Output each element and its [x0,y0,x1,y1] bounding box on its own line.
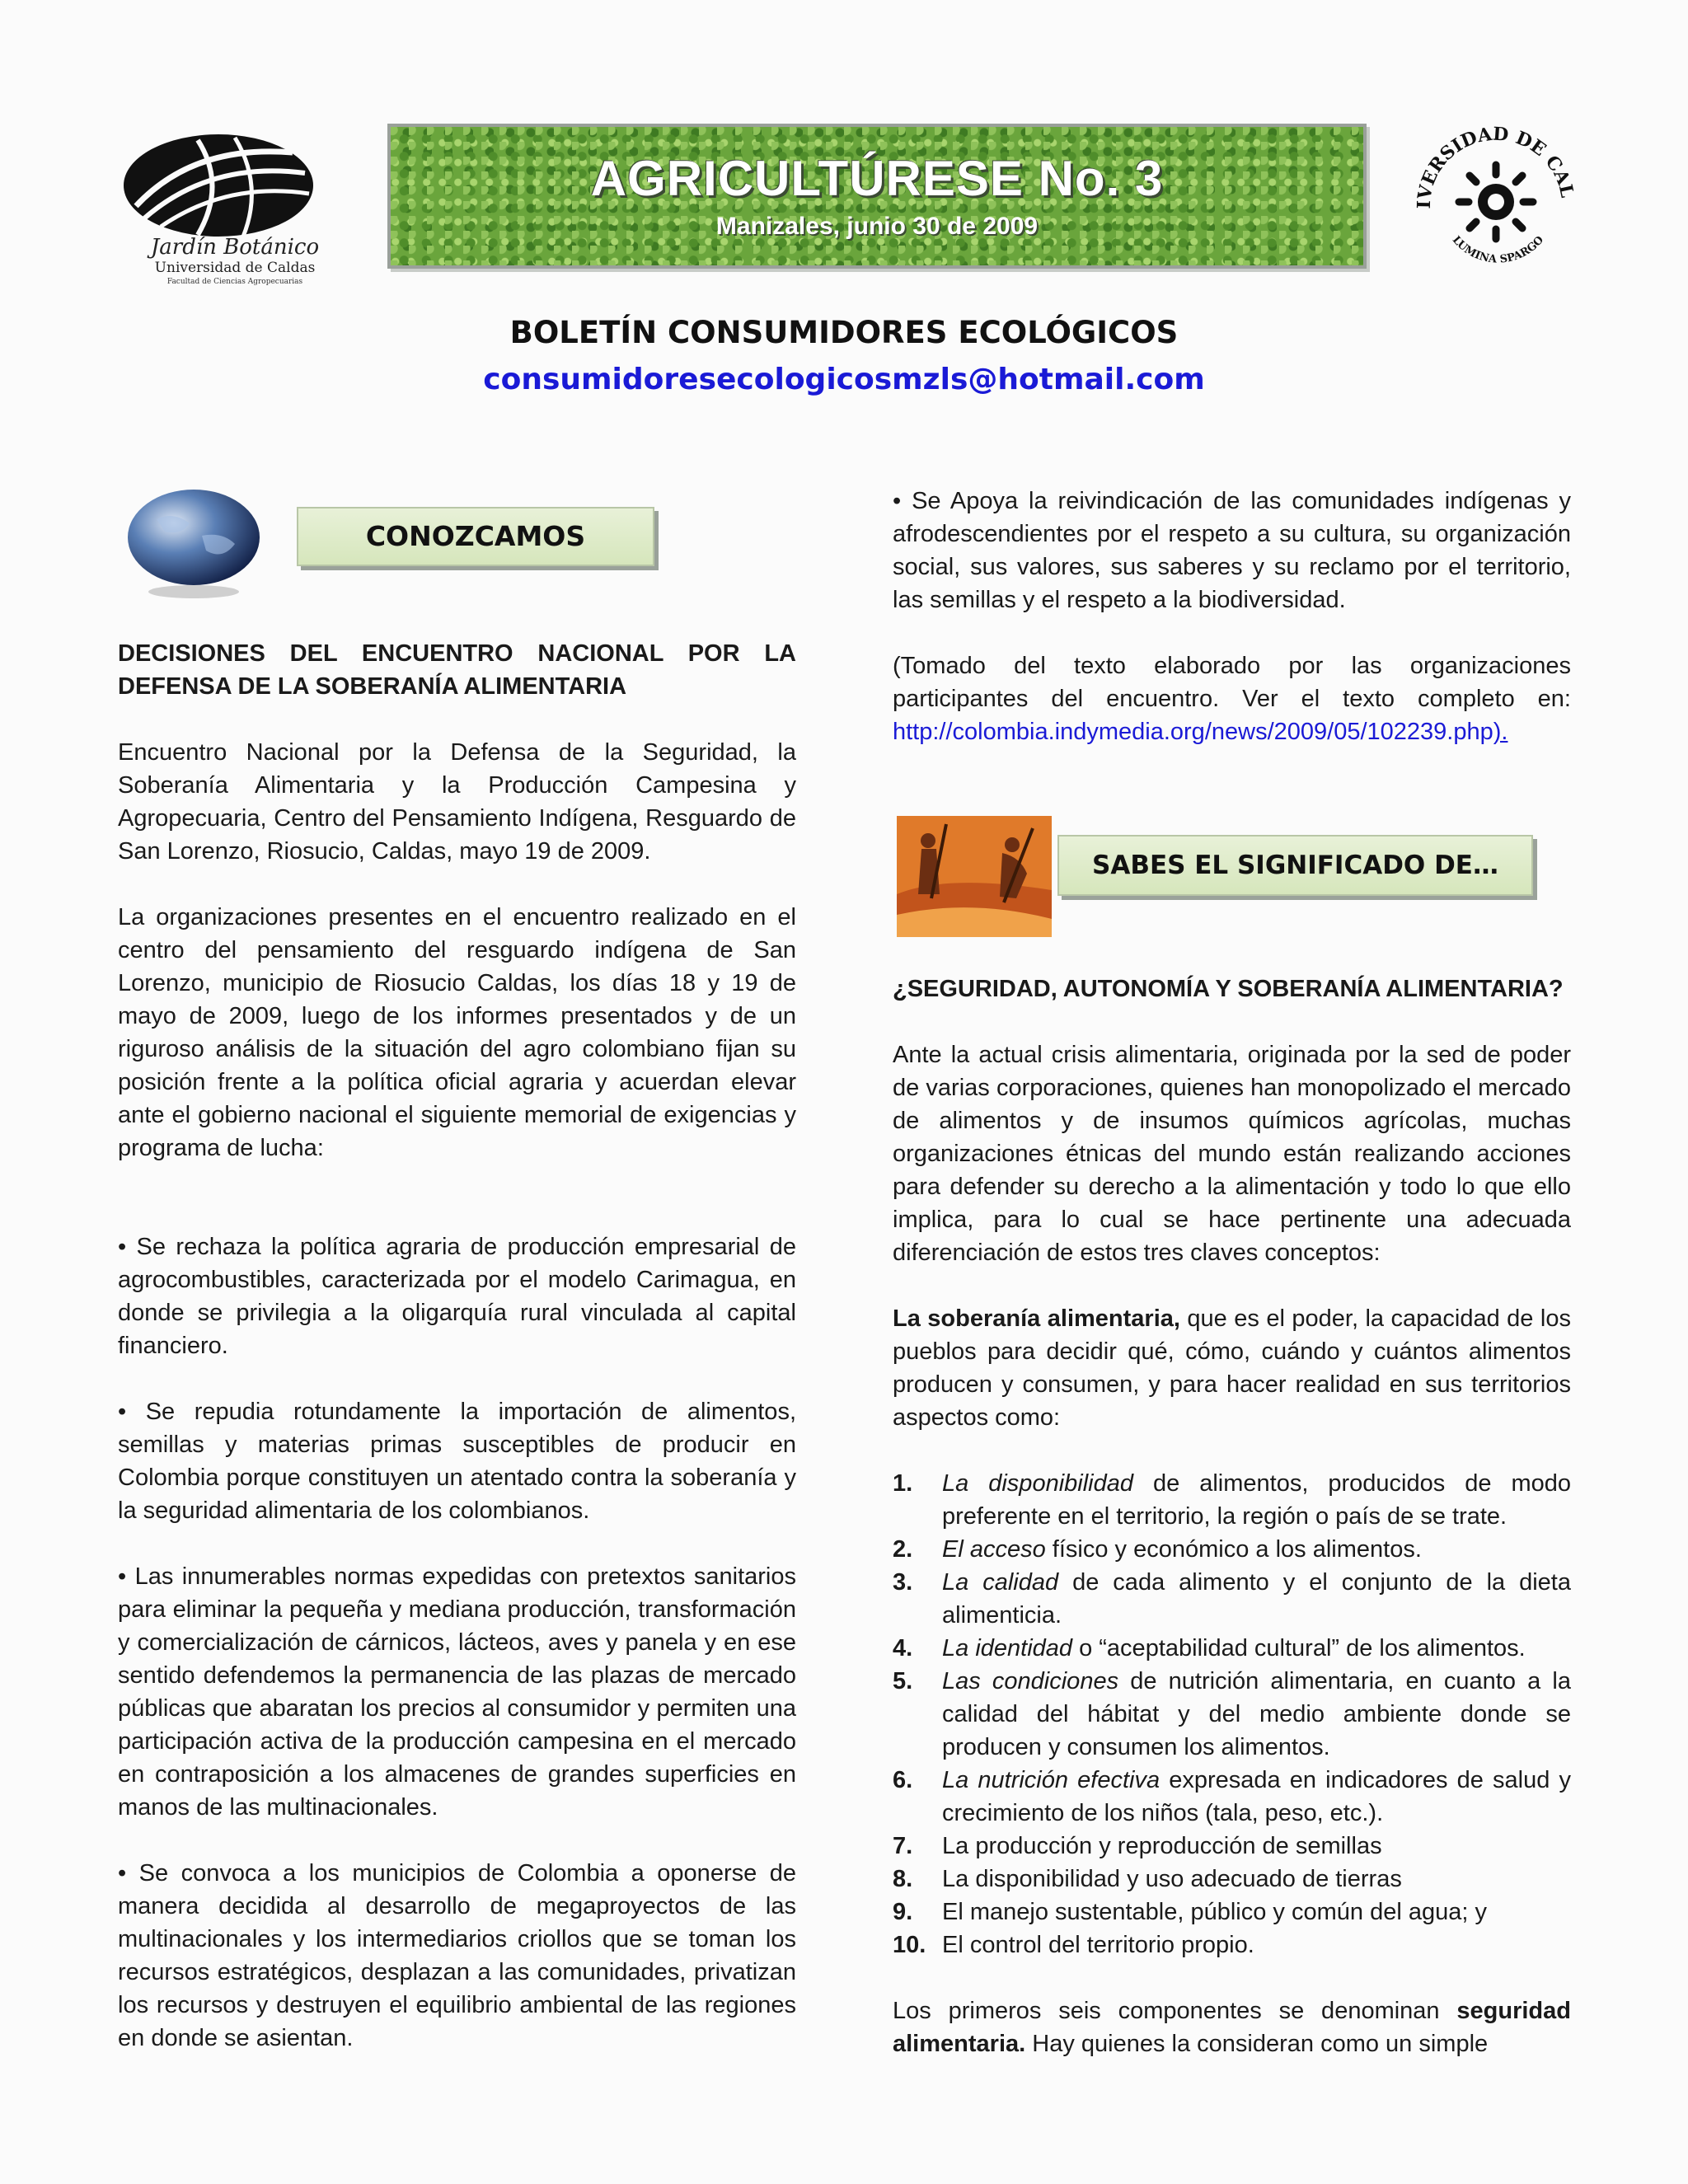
source-note [893,649,1571,748]
seal-motto: LUMINA SPARGO [1449,233,1547,266]
logo-line-3: Facultad de Ciencias Agropecuarias [166,278,303,286]
list-text: de alimentos, producidos de modo preferente en el territorio, la región o país de se trate. [942,1470,1571,1530]
p3-start: Los primeros seis componentes se denominan [893,1998,1457,2024]
list-text: La disponibilidad y uso adecuado de tierras [942,1866,1402,1892]
list-item [893,1533,1571,1566]
logo-line-2: Universidad de Caldas [154,260,316,276]
list-text: El control del territorio propio. [942,1932,1254,1958]
title-banner [387,124,1367,269]
list-number: 2. [893,1536,913,1563]
list-item [893,1896,1571,1929]
list-number: 7. [893,1833,913,1859]
list-number: 3. [893,1569,913,1596]
source-text: (Tomado del texto elaborado por las organizaciones participantes del encuentro. Ver el texto completo en: [893,653,1571,712]
list-term: La disponibilidad [942,1470,1133,1497]
section1-heading: DECISIONES DEL ENCUENTRO NACIONAL POR LA DEFENSA DE LA SOBERANÍA ALIMENTARIA [118,640,796,700]
bullet-repudia: • Se repudia rotundamente la importación de alimentos, semillas y materias primas susceptibles de producir en Colombia porque constituyen un atentado contra la soberanía y la seguridad alimentaria de los colombianos. [118,1399,796,1524]
list-term: La nutrición efectiva [942,1767,1160,1793]
section2-paragraph-1: Ante la actual crisis alimentaria, originada por la sed de poder de varias corporaciones, quienes han monopolizado el mercado de alimentos y de insumos químicos agrícolas, muchas organizaciones étnicas del mundo están realizando acciones para defender su derecho a la alimentación y todo lo que ello implica, para lo cual se hace pertinente una adecuada diferenciación de estos tres claves conceptos: [893,1042,1571,1266]
list-term: La identidad [942,1635,1073,1661]
section2-heading: ¿SEGURIDAD, AUTONOMÍA Y SOBERANÍA ALIMENTARIA? [893,976,1564,1002]
list-number: 4. [893,1635,913,1661]
list-number: 5. [893,1668,913,1694]
list-item [893,1632,1571,1665]
p3-rest: Hay quienes la consideran como un simple [1025,2031,1489,2057]
source-link[interactable]: http://colombia.indymedia.org/news/2009/05/102239.php [893,719,1493,745]
section2-header-spacer [893,748,1571,972]
university-seal-icon [1405,115,1587,272]
globe-icon [124,486,264,602]
seguridad-term: seguridad alimentaria. [893,1998,1571,2057]
list-text: o “aceptabilidad cultural” de los alimentos. [1072,1635,1526,1661]
list-item [893,1929,1571,1961]
jardin-botanico-logo [120,128,326,293]
section-label-conozcamos: CONOZCAMOS [297,507,654,566]
list-item [893,1467,1571,1533]
list-item [893,1863,1571,1896]
bullet-rechaza: • Se rechaza la política agraria de producción empresarial de agrocombustibles, caracterizada por el modelo Carimagua, en donde se privilegia a la oligarquía rural vinculada al capital financiero. [118,1234,796,1359]
left-column [118,637,796,2055]
banner-title: AGRICULTÚRESE No. 3 [590,151,1164,206]
list-item [893,1830,1571,1863]
list-text: La producción y reproducción de semillas [942,1833,1382,1859]
list-number: 6. [893,1767,913,1793]
seal-ring-text: IVERSIDAD DE CAL [1413,123,1578,209]
list-number: 8. [893,1866,913,1892]
universidad-de-caldas-logo [1405,115,1587,272]
components-list [893,1467,1571,1961]
section1-paragraph-1: Encuentro Nacional por la Defensa de la Seguridad, la Soberanía Alimentaria y la Producción Campesina y Agropecuaria, Centro del Pensamiento Indígena, Resguardo de San Lorenzo, Riosucio, Caldas, mayo 19 de 2009. [118,739,796,865]
list-text: de nutrición alimentaria, en cuanto a la calidad del hábitat y del medio ambiente donde se producen y consumen los alimentos. [942,1668,1571,1760]
leaf-swirl-icon [120,128,326,251]
list-text: de cada alimento y el conjunto de la dieta alimenticia. [942,1569,1571,1629]
soberania-term: La soberanía alimentaria, [893,1305,1180,1332]
bullet-apoya: • Se Apoya la reivindicación de las comunidades indígenas y afrodescendientes por el respeto a su cultura, su organización social, sus valores, sus saberes y su reclamo por el territorio, las semillas y el respeto a la biodiversidad. [893,488,1571,613]
right-column [893,485,1571,2060]
list-number: 1. [893,1470,913,1497]
list-term: La calidad [942,1569,1059,1596]
section2-paragraph-3 [893,1994,1571,2060]
bullet-convoca: • Se convoca a los municipios de Colombia a oponerse de manera decidida al desarrollo de megaproyectos de las multinacionales y los intermediarios criollos que se toman los recursos estratégicos, desplazan a las comunidades, privatizan los recursos y destruyen el equilibrio ambiental de las regiones en donde se asientan. [118,1860,796,2051]
banner-subtitle: Manizales, junio 30 de 2009 [715,213,1039,240]
section1-paragraph-2: La organizaciones presentes en el encuentro realizado en el centro del pensamiento del resguardo indígena de San Lorenzo, municipio de Riosucio Caldas, los días 18 y 19 de mayo de 2009, luego de los informes presentados y de un riguroso análisis de la situación del agro colombiano fijan su posición frente a la política oficial agraria y acuerdan elevar ante el gobierno nacional el siguiente memorial de exigencias y programa de lucha: [118,904,796,1161]
bullet-normas: • Las innumerables normas expedidas con pretextos sanitarios para eliminar la pequeña y mediana producción, transformación y comercialización de cárnicos, lácteos, aves y panela y en ese sentido defendemos la permanencia de las plazas de mercado públicas que abaratan los precios al consumidor y permiten una participación activa de la producción campesina en el mercado en contraposición a los almacenes de grandes superficies en manos de las multinacionales. [118,1563,796,1821]
list-text: expresada en indicadores de salud y crecimiento de los niños (tala, peso, etc.). [942,1767,1571,1826]
list-number: 9. [893,1899,913,1925]
list-term: El acceso [942,1536,1046,1563]
section2-paragraph-2 [893,1302,1571,1434]
list-number: 10. [893,1932,926,1958]
soberania-definition: que es el poder, la capacidad de los pueblos para decidir qué, cómo, cuándo y cuántos alimentos producen y consumen, y para hacer realidad en sus territorios aspectos como: [893,1305,1571,1431]
list-term: Las condiciones [942,1668,1119,1694]
list-item [893,1764,1571,1830]
logo-line-1: Jardín Botánico [150,235,320,260]
list-text: físico y económico a los alimentos. [1045,1536,1422,1563]
bulletin-title: BOLETÍN CONSUMIDORES ECOLÓGICOS [509,315,1179,350]
source-end: ). [1493,719,1508,745]
list-text: El manejo sustentable, público y común del agua; y [942,1899,1487,1925]
list-item [893,1665,1571,1764]
section-label-significado: SABES EL SIGNIFICADO DE… [1057,835,1533,896]
list-item [893,1566,1571,1632]
bulletin-email-link[interactable]: consumidoresecologicosmzls@hotmail.com [483,363,1205,396]
